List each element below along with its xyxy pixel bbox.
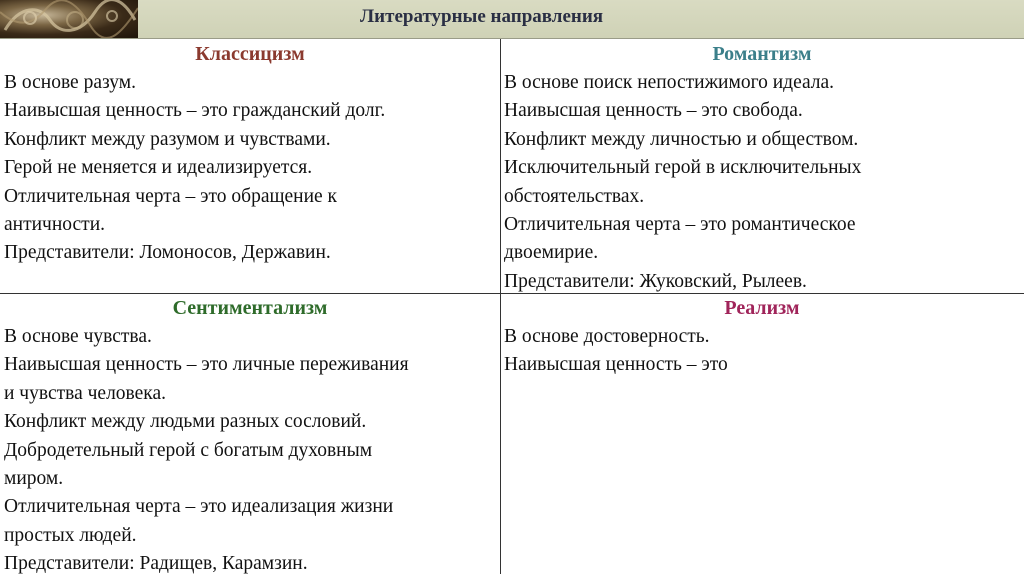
heading-sentimentalism: Сентиментализм xyxy=(172,297,328,319)
title-bar xyxy=(0,0,1024,39)
cell-romanticism xyxy=(500,39,1024,293)
page-title: Литературные направления xyxy=(360,6,604,27)
text-line: В основе чувства. xyxy=(4,326,152,347)
text-line: Герой не меняется и идеализируется. xyxy=(4,157,313,179)
text-line: и чувства человека. xyxy=(4,382,167,404)
text-line: Наивысшая ценность – это гражданский долг. xyxy=(4,100,386,122)
text-line: Представители: Ломоносов, Державин. xyxy=(4,242,331,264)
heading-romanticism: Романтизм xyxy=(712,43,812,65)
sentimentalism-lines xyxy=(4,323,496,579)
text-line: Наивысшая ценность – это свобода. xyxy=(504,100,803,122)
directions-table xyxy=(0,39,1024,574)
heading-classicism: Классицизм xyxy=(195,43,305,65)
text-line: Конфликт между личностью и обществом. xyxy=(504,128,859,150)
classicism-lines xyxy=(4,69,496,268)
text-line: Добродетельный герой с богатым духовным xyxy=(4,439,373,461)
text-line: обстоятельствах. xyxy=(504,185,645,207)
text-line: Наивысшая ценность – это личные переживания xyxy=(4,354,409,376)
text-line: простых людей. xyxy=(4,524,137,546)
text-line: В основе достоверность. xyxy=(504,326,710,347)
cell-classicism xyxy=(0,39,500,293)
text-line: Представители: Жуковский, Рылеев. xyxy=(504,270,807,292)
heading-realism: Реализм xyxy=(724,297,800,319)
romanticism-lines xyxy=(504,69,1020,296)
text-line: Отличительная черта – это идеализация жизни xyxy=(4,496,394,518)
cell-realism xyxy=(500,293,1024,574)
text-line: Отличительная черта – это романтическое xyxy=(504,214,856,236)
text-line: Представители: Радищев, Карамзин. xyxy=(4,553,308,575)
text-line: Отличительная черта – это обращение к xyxy=(4,185,338,207)
text-line: античности. xyxy=(4,214,106,236)
ornament-image xyxy=(0,0,138,38)
text-line: двоемирие. xyxy=(504,242,599,264)
text-line: миром. xyxy=(4,468,64,490)
cell-sentimentalism xyxy=(0,293,500,574)
text-line: Конфликт между людьми разных сословий. xyxy=(4,411,367,433)
text-line: Конфликт между разумом и чувствами. xyxy=(4,128,331,150)
text-line: В основе поиск непостижимого идеала. xyxy=(504,72,835,93)
realism-lines xyxy=(504,323,1020,380)
text-line: В основе разум. xyxy=(4,72,136,93)
text-line: Исключительный герой в исключительных xyxy=(504,157,862,179)
text-line: Наивысшая ценность – это xyxy=(504,354,728,376)
